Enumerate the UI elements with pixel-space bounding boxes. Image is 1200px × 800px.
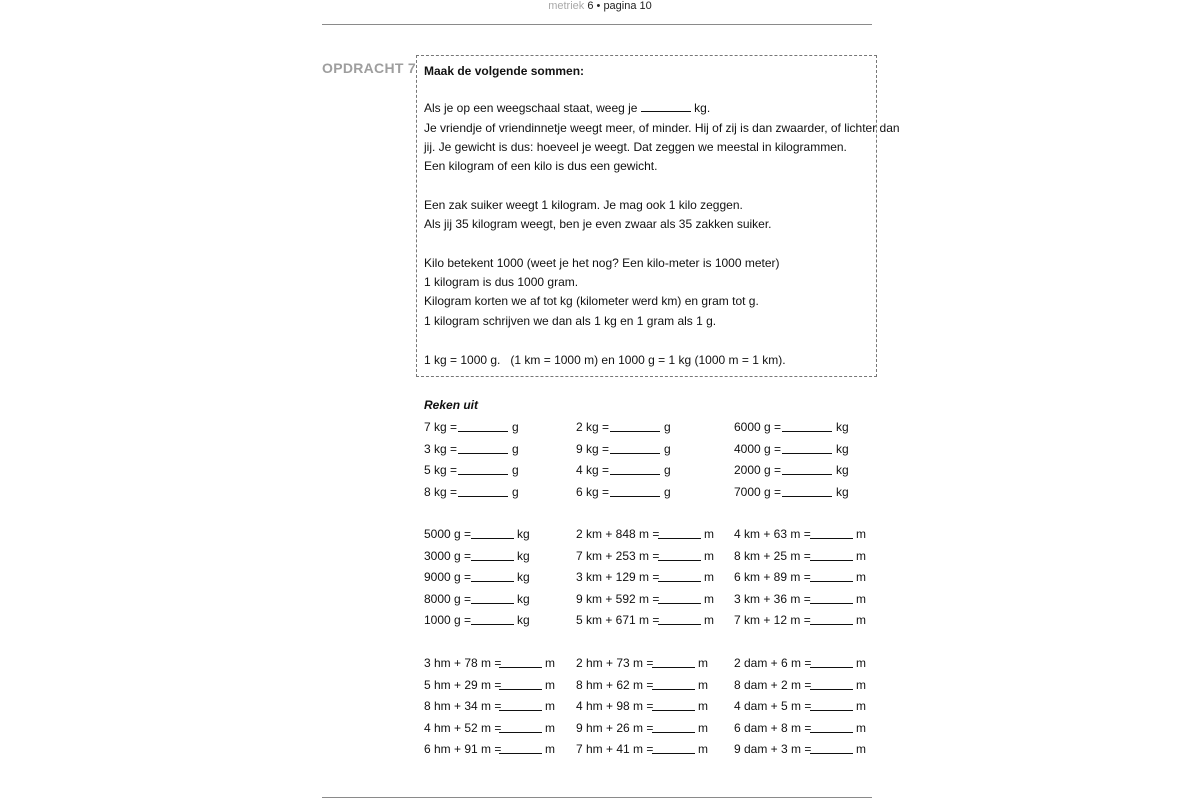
exercise-question: 2 hm + 73 m =	[576, 656, 654, 670]
answer-blank[interactable]	[810, 592, 853, 604]
exercise-question: 3 km + 129 m =	[576, 570, 660, 584]
answer-blank[interactable]	[658, 570, 701, 582]
exercise-question: 8 hm + 34 m =	[424, 699, 502, 713]
answer-blank[interactable]	[652, 699, 695, 711]
exercise-unit: kg	[836, 463, 849, 477]
exercise-unit: m	[698, 656, 708, 670]
exercise-unit: kg	[836, 441, 849, 456]
exercise-unit: m	[704, 570, 714, 584]
exercise-unit: m	[545, 656, 555, 670]
exercise-question: 8 hm + 62 m =	[576, 677, 654, 692]
exercise-question: 6 dam + 8 m =	[734, 720, 812, 735]
exercise-question: 4 dam + 5 m =	[734, 699, 812, 713]
exercise-unit: m	[704, 527, 714, 541]
exercise-question: 4 hm + 98 m =	[576, 699, 654, 713]
exercise-question: 8000 g =	[424, 591, 472, 606]
exercise-unit: m	[698, 699, 708, 713]
answer-blank[interactable]	[499, 699, 542, 711]
box-line-2: Je vriendje of vriendinnetje weegt meer, of minder. Hij of zij is dan zwaarder, of lichter dan	[424, 121, 900, 135]
metriek-number: 6	[587, 0, 594, 12]
exercise-unit: m	[856, 570, 866, 584]
exercise-question: 9 km + 592 m =	[576, 591, 660, 606]
answer-blank[interactable]	[610, 420, 660, 432]
answer-blank[interactable]	[458, 442, 508, 454]
answer-blank[interactable]	[810, 549, 853, 561]
answer-blank[interactable]	[610, 463, 660, 475]
page-label: pagina	[603, 0, 637, 12]
exercise-question: 9 dam + 3 m =	[734, 742, 812, 756]
exercise-question: 7 hm + 41 m =	[576, 742, 654, 756]
answer-blank[interactable]	[658, 527, 701, 539]
box-line-8: 1 kilogram is dus 1000 gram.	[424, 275, 579, 289]
exercise-question: 6 hm + 91 m =	[424, 742, 502, 756]
box-line-3: jij. Je gewicht is dus: hoeveel je weegt. Dat zeggen we meestal in kilogrammen.	[424, 140, 847, 154]
box-line-4: Een kilogram of een kilo is dus een gewicht.	[424, 159, 658, 173]
exercise-question: 3 hm + 78 m =	[424, 656, 502, 670]
box-line-6: Als jij 35 kilogram weegt, ben je even zwaar als 35 zakken suiker.	[424, 217, 772, 231]
exercise-question: 3 kg =	[424, 441, 458, 456]
answer-blank[interactable]	[652, 656, 695, 668]
answer-blank[interactable]	[782, 485, 832, 497]
exercise-unit: m	[856, 613, 866, 627]
exercise-question: 5 hm + 29 m =	[424, 677, 502, 692]
box-line-7: Kilo betekent 1000 (weet je het nog? Een kilo-meter is 1000 meter)	[424, 256, 780, 270]
exercise-question: 9 hm + 26 m =	[576, 720, 654, 735]
box-line-10: 1 kilogram schrijven we dan als 1 kg en 1 gram als 1 g.	[424, 314, 717, 328]
answer-blank[interactable]	[810, 613, 853, 625]
answer-blank[interactable]	[610, 442, 660, 454]
exercise-question: 7 kg =	[424, 420, 458, 434]
exercise-unit: m	[856, 720, 866, 735]
answer-blank[interactable]	[499, 721, 542, 733]
exercise-question: 4 hm + 52 m =	[424, 720, 502, 735]
page-header	[0, 0, 1200, 12]
answer-blank[interactable]	[810, 742, 853, 754]
exercise-question: 2 km + 848 m =	[576, 527, 660, 541]
exercise-unit: m	[856, 699, 866, 713]
exercise-unit: kg	[517, 613, 530, 627]
box-line-1-post: kg.	[694, 101, 711, 115]
exercise-unit: g	[512, 420, 519, 434]
exercise-question: 2000 g =	[734, 463, 782, 477]
exercise-question: 2 dam + 6 m =	[734, 656, 812, 670]
exercise-question: 8 kg =	[424, 484, 458, 499]
box-line-11: 1 kg = 1000 g. (1 km = 1000 m) en 1000 g = 1 kg (1000 m = 1 km).	[424, 353, 786, 367]
exercise-unit: g	[512, 484, 519, 499]
exercise-unit: m	[545, 720, 555, 735]
answer-blank[interactable]	[471, 592, 514, 604]
answer-blank[interactable]	[471, 570, 514, 582]
exercise-unit: m	[704, 591, 714, 606]
exercise-unit: m	[856, 742, 866, 756]
answer-blank[interactable]	[652, 678, 695, 690]
exercise-unit: kg	[836, 484, 849, 499]
instruction-box	[416, 55, 900, 377]
reken-uit-title: Reken uit	[424, 398, 479, 412]
exercise-unit: m	[856, 656, 866, 670]
box-line	[424, 101, 710, 116]
exercise-question: 8 dam + 2 m =	[734, 677, 812, 692]
answer-blank[interactable]	[782, 420, 832, 432]
answer-blank[interactable]	[652, 721, 695, 733]
answer-blank[interactable]	[810, 570, 853, 582]
answer-blank[interactable]	[658, 613, 701, 625]
answer-blank[interactable]	[810, 527, 853, 539]
answer-blank[interactable]	[810, 721, 853, 733]
answer-blank[interactable]	[458, 420, 508, 432]
page-number: 10	[639, 0, 652, 12]
answer-blank[interactable]	[458, 485, 508, 497]
exercise-unit: g	[512, 463, 519, 477]
exercise-question: 6 kg =	[576, 484, 610, 499]
answer-blank[interactable]	[782, 463, 832, 475]
exercise-unit: m	[698, 720, 708, 735]
exercise-question: 6000 g =	[734, 420, 782, 434]
answer-blank[interactable]	[471, 549, 514, 561]
exercise-question: 7000 g =	[734, 484, 782, 499]
header-bullet: •	[596, 0, 601, 12]
answer-blank[interactable]	[610, 485, 660, 497]
exercise-question: 8 km + 25 m =	[734, 548, 811, 563]
box-line-9: Kilogram korten we af tot kg (kilometer werd km) en gram tot g.	[424, 294, 759, 308]
exercise-unit: m	[704, 613, 714, 627]
exercise-unit: m	[856, 591, 866, 606]
exercise-unit: m	[545, 742, 555, 756]
exercise-unit: m	[856, 548, 866, 563]
exercise-unit: g	[664, 463, 671, 477]
exercise-unit: m	[856, 527, 866, 541]
exercise-unit: g	[664, 441, 671, 456]
answer-blank[interactable]	[499, 678, 542, 690]
answer-blank[interactable]	[658, 549, 701, 561]
box-title: Maak de volgende sommen:	[424, 64, 585, 78]
exercise-question: 4000 g =	[734, 441, 782, 456]
exercise-unit: m	[856, 677, 866, 692]
exercise-unit: kg	[517, 527, 530, 541]
metriek-label: metriek	[548, 0, 585, 12]
exercise-unit: kg	[517, 570, 530, 584]
footer-divider	[322, 797, 872, 798]
exercise-unit: m	[698, 742, 708, 756]
answer-blank[interactable]	[658, 592, 701, 604]
exercise-unit: g	[664, 420, 671, 434]
exercise-question: 5 km + 671 m =	[576, 613, 660, 627]
exercise-question: 3000 g =	[424, 548, 472, 563]
answer-blank[interactable]	[810, 699, 853, 711]
exercise-unit: m	[698, 677, 708, 692]
exercise-unit: kg	[517, 591, 530, 606]
exercise-unit: g	[512, 441, 519, 456]
exercise-unit: m	[545, 699, 555, 713]
answer-blank[interactable]	[810, 656, 853, 668]
header-divider	[322, 24, 872, 25]
exercise-question: 5000 g =	[424, 527, 472, 541]
exercise-unit: g	[664, 484, 671, 499]
exercise-unit: m	[545, 677, 555, 692]
answer-blank[interactable]	[810, 678, 853, 690]
answer-blank[interactable]	[471, 613, 514, 625]
exercise-question: 9000 g =	[424, 570, 472, 584]
exercise-unit: kg	[836, 420, 849, 434]
answer-blank[interactable]	[471, 527, 514, 539]
exercise-unit: m	[704, 548, 714, 563]
box-line-1-pre: Als je op een weegschaal staat, weeg je	[424, 101, 638, 115]
exercise-question: 9 kg =	[576, 441, 610, 456]
exercise-question: 5 kg =	[424, 463, 458, 477]
answer-blank[interactable]	[458, 463, 508, 475]
exercise-question: 2 kg =	[576, 420, 610, 434]
exercise-question: 1000 g =	[424, 613, 472, 627]
answer-blank[interactable]	[499, 742, 542, 754]
exercise-question: 7 km + 12 m =	[734, 613, 811, 627]
exercise-question: 4 kg =	[576, 463, 610, 477]
answer-blank[interactable]	[641, 102, 691, 112]
answer-blank[interactable]	[652, 742, 695, 754]
exercise-question: 3 km + 36 m =	[734, 591, 811, 606]
box-line-5: Een zak suiker weegt 1 kilogram. Je mag ook 1 kilo zeggen.	[424, 198, 743, 212]
exercise-question: 7 km + 253 m =	[576, 548, 660, 563]
exercise-question: 4 km + 63 m =	[734, 527, 811, 541]
exercise-question: 6 km + 89 m =	[734, 570, 811, 584]
answer-blank[interactable]	[499, 656, 542, 668]
assignment-label: OPDRACHT 7	[322, 60, 417, 76]
answer-blank[interactable]	[782, 442, 832, 454]
exercise-unit: kg	[517, 548, 530, 563]
